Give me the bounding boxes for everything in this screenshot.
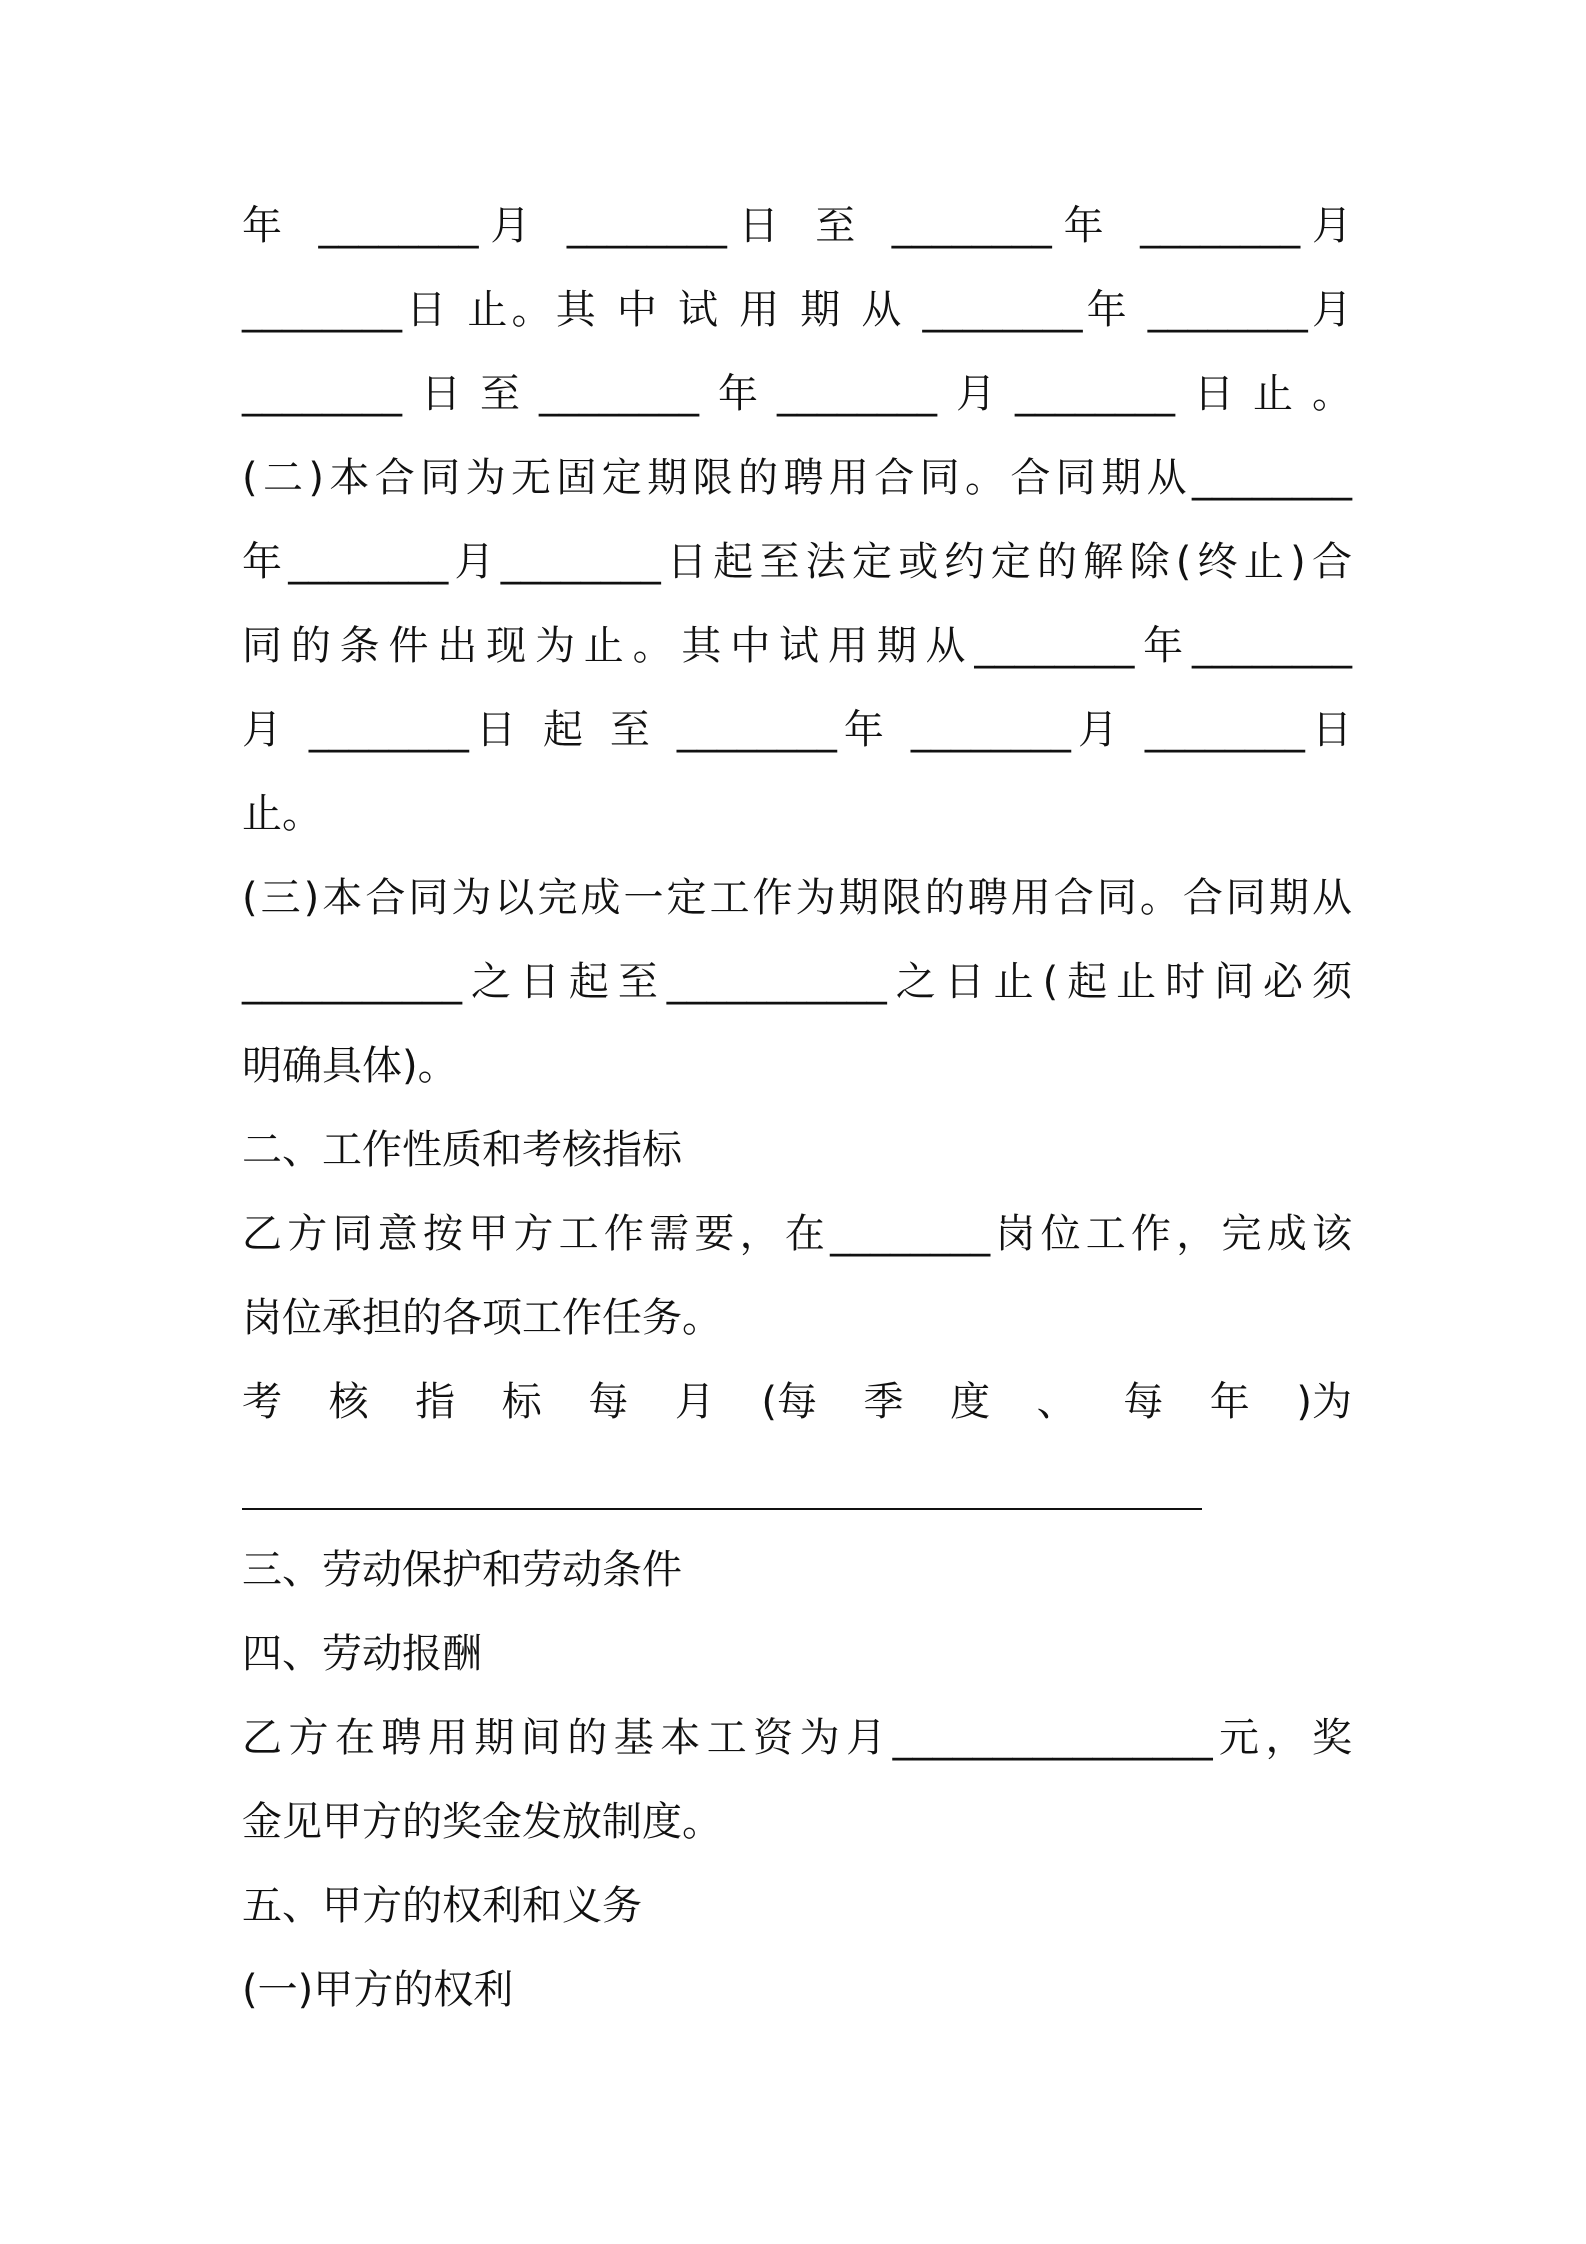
kpi-token: (每 (761, 1379, 817, 1425)
kpi-line (242, 1372, 1352, 1432)
text-line-3: ________日至________年________月________日止。 (242, 371, 1352, 417)
text-line-7: 月 ________日 起 至 ________年 ________月 ________日 (242, 707, 1352, 753)
text-line-6: 同的条件出现为止。其中试用期从________年________ (242, 623, 1352, 669)
text-line-1: 年 ________月 ________日 至 ________年 ________月 (242, 203, 1352, 249)
kpi-token: )为 (1296, 1379, 1352, 1425)
text-line-11: 明确具体)。 (242, 1043, 458, 1089)
section-heading-4: 四、劳动报酬 (242, 1631, 482, 1677)
section-heading-3: 三、劳动保护和劳动条件 (242, 1547, 682, 1593)
text-line-8: 止。 (242, 791, 322, 837)
text-line-13: 乙方同意按甲方工作需要，在________岗位工作，完成该 (242, 1211, 1352, 1257)
kpi-token: 季 (863, 1379, 904, 1425)
text-line-20: 金见甲方的奖金发放制度。 (242, 1799, 722, 1845)
kpi-token: 、 (1036, 1379, 1077, 1425)
text-line-5: 年________月________日起至法定或约定的解除(终止)合 (242, 539, 1352, 585)
kpi-token: 核 (328, 1379, 369, 1425)
text-line-14: 岗位承担的各项工作任务。 (242, 1295, 722, 1341)
kpi-token: 年 (1209, 1379, 1250, 1425)
subsection-heading: (一)甲方的权利 (242, 1967, 514, 2013)
kpi-token: 每 (1123, 1379, 1164, 1425)
kpi-token: 指 (415, 1379, 456, 1425)
text-line-2: ________日 止。其 中 试 用 期 从 ________年 ________月 (242, 287, 1352, 333)
text-line-10: ___________之日起至___________之日止(起止时间必须 (242, 959, 1352, 1005)
kpi-token: 度 (950, 1379, 991, 1425)
section-heading-2: 二、工作性质和考核指标 (242, 1127, 682, 1173)
kpi-token: 月 (674, 1379, 715, 1425)
text-line-19: 乙方在聘用期间的基本工资为月________________元，奖 (242, 1715, 1352, 1761)
kpi-fill-blank (242, 1508, 1202, 1510)
text-line-9: (三)本合同为以完成一定工作为期限的聘用合同。合同期从 (242, 875, 1352, 921)
kpi-token: 每 (588, 1379, 629, 1425)
text-line-4: (二)本合同为无固定期限的聘用合同。合同期从________ (242, 455, 1352, 501)
section-heading-5: 五、甲方的权利和义务 (242, 1883, 642, 1929)
kpi-token: 考 (242, 1379, 282, 1425)
kpi-token: 标 (501, 1379, 542, 1425)
